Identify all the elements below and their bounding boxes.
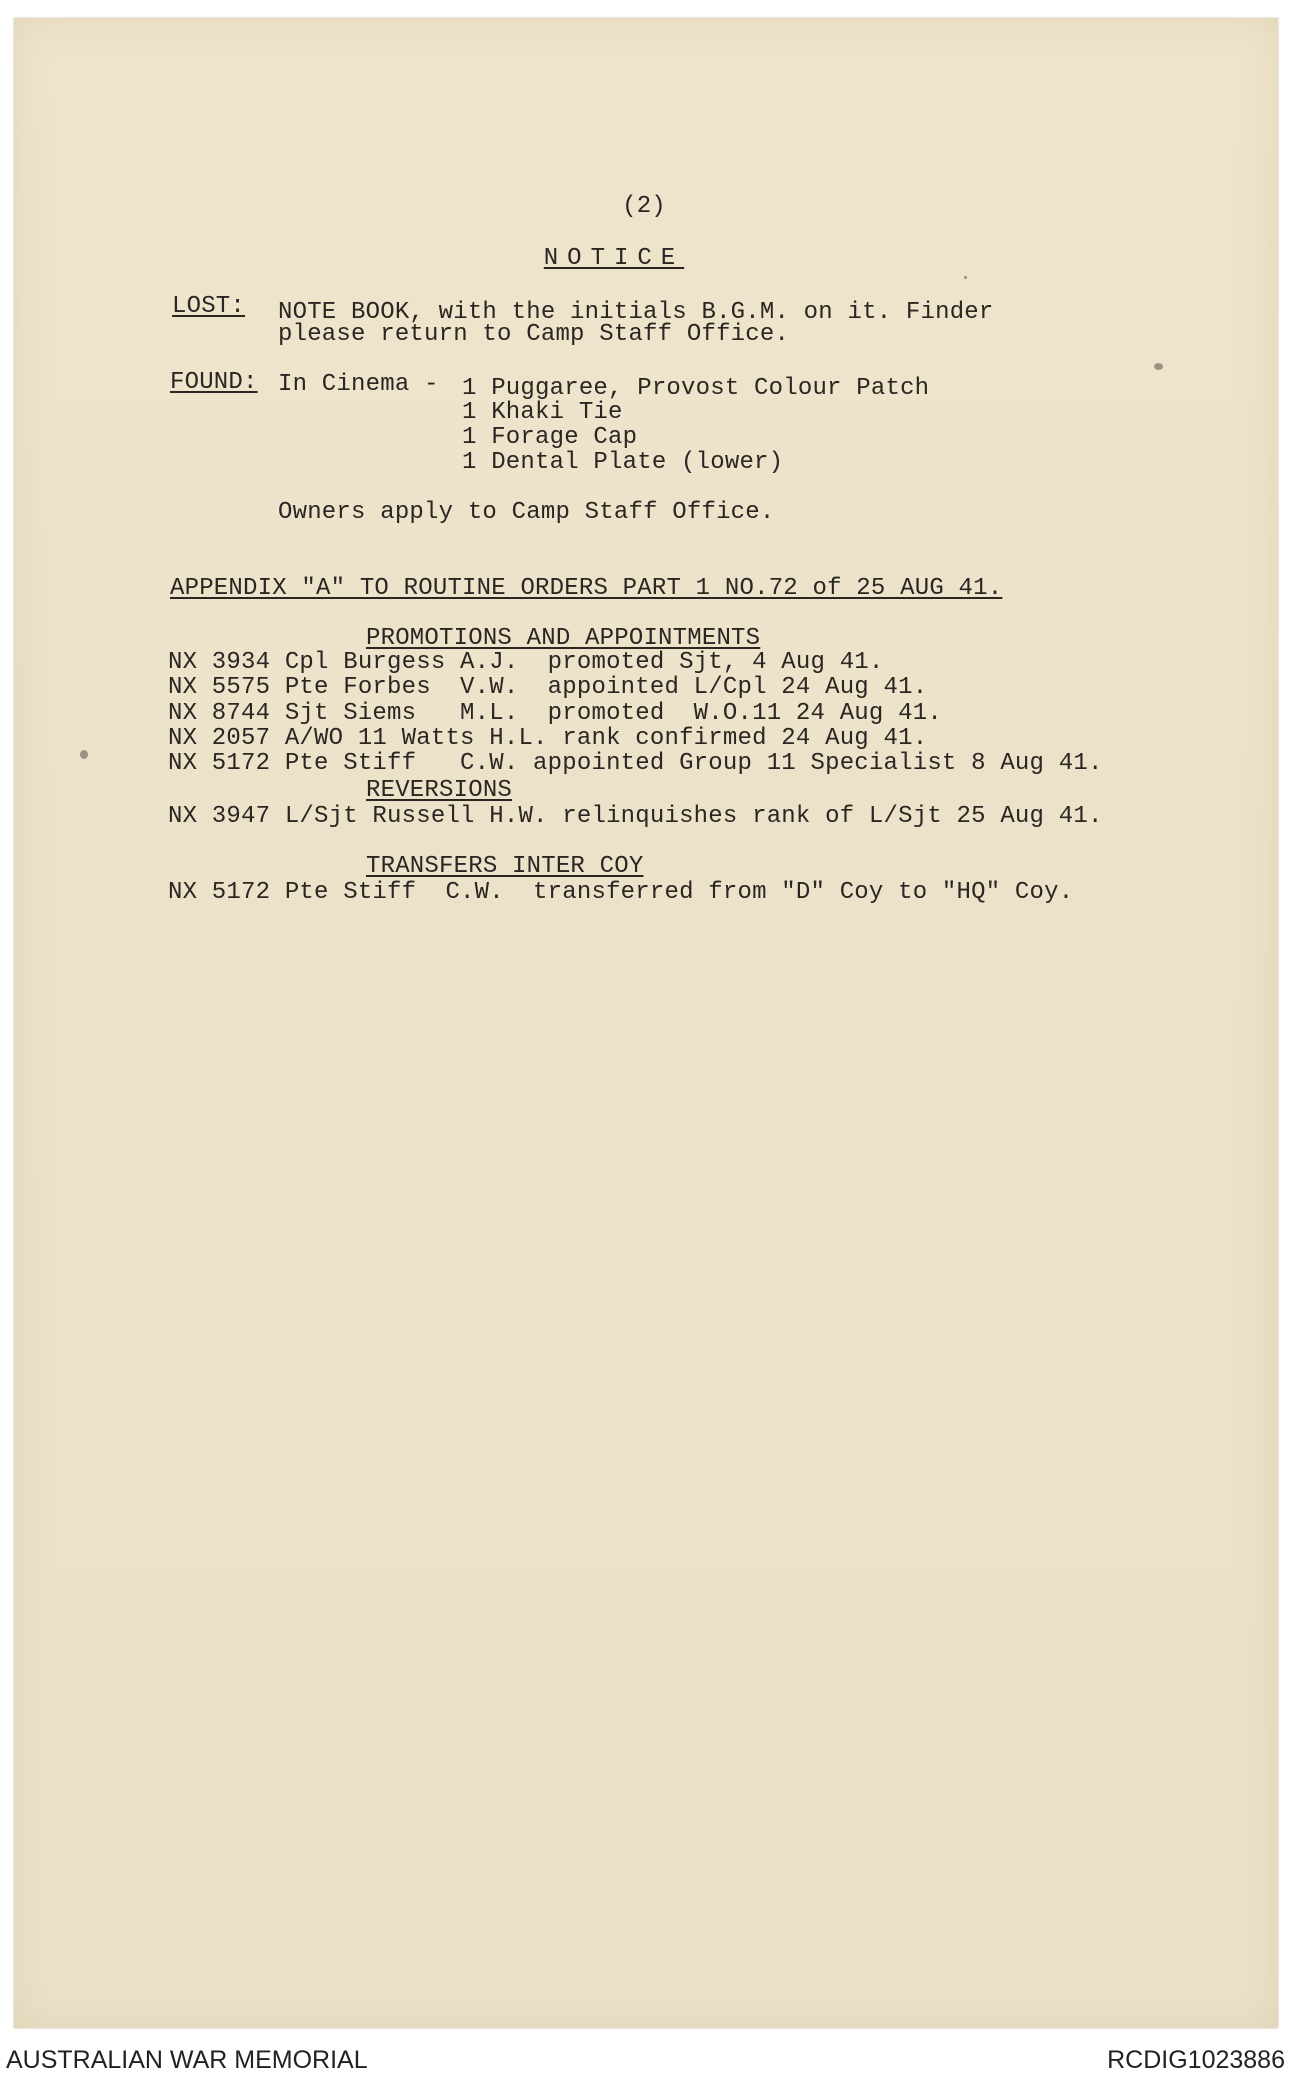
lost-label: LOST: [172,293,246,320]
lost-text-line-1: NOTE BOOK, with the initials B.G.M. on it. Finder [278,299,994,326]
page-number: (2) [622,193,666,220]
owners-note: Owners apply to Camp Staff Office. [278,499,775,526]
promotion-entry: NX 2057 A/WO 11 Watts H.L. rank confirmed 24 Aug 41. [168,725,928,752]
promotion-entry: NX 5172 Pte Stiff C.W. appointed Group 11 Specialist 8 Aug 41. [168,750,1103,777]
document-page [14,18,1278,2028]
reversion-entry: NX 3947 L/Sjt Russell H.W. relinquishes rank of L/Sjt 25 Aug 41. [168,803,1103,830]
found-item: 1 Khaki Tie [462,399,623,426]
promotion-entry: NX 8744 Sjt Siems M.L. promoted W.O.11 24 Aug 41. [168,700,942,727]
transfer-entry: NX 5172 Pte Stiff C.W. transferred from "D" Coy to "HQ" Coy. [168,879,1074,906]
found-item: 1 Dental Plate (lower) [462,449,784,476]
appendix-heading: APPENDIX "A" TO ROUTINE ORDERS PART 1 NO.72 of 25 AUG 41. [170,575,1003,602]
found-place: In Cinema - [278,371,439,398]
reversions-heading: REVERSIONS [366,777,513,804]
transfers-heading: TRANSFERS INTER COY [366,853,644,880]
found-item: 1 Puggaree, Provost Colour Patch [462,375,930,402]
footer-record-id: RCDIG1023886 [1107,2046,1285,2074]
paper-blemish [964,276,967,279]
found-label: FOUND: [170,369,258,396]
promotion-entry: NX 3934 Cpl Burgess A.J. promoted Sjt, 4 Aug 41. [168,649,884,676]
notice-title: NOTICE [543,245,685,272]
paper-blemish [1154,363,1163,370]
promotion-entry: NX 5575 Pte Forbes V.W. appointed L/Cpl 24 Aug 41. [168,674,928,701]
paper-blemish [80,750,88,759]
promotions-heading: PROMOTIONS AND APPOINTMENTS [366,625,761,652]
footer-institution: AUSTRALIAN WAR MEMORIAL [6,2046,368,2074]
lost-text-line-2: please return to Camp Staff Office. [278,321,790,348]
found-item: 1 Forage Cap [462,424,638,451]
